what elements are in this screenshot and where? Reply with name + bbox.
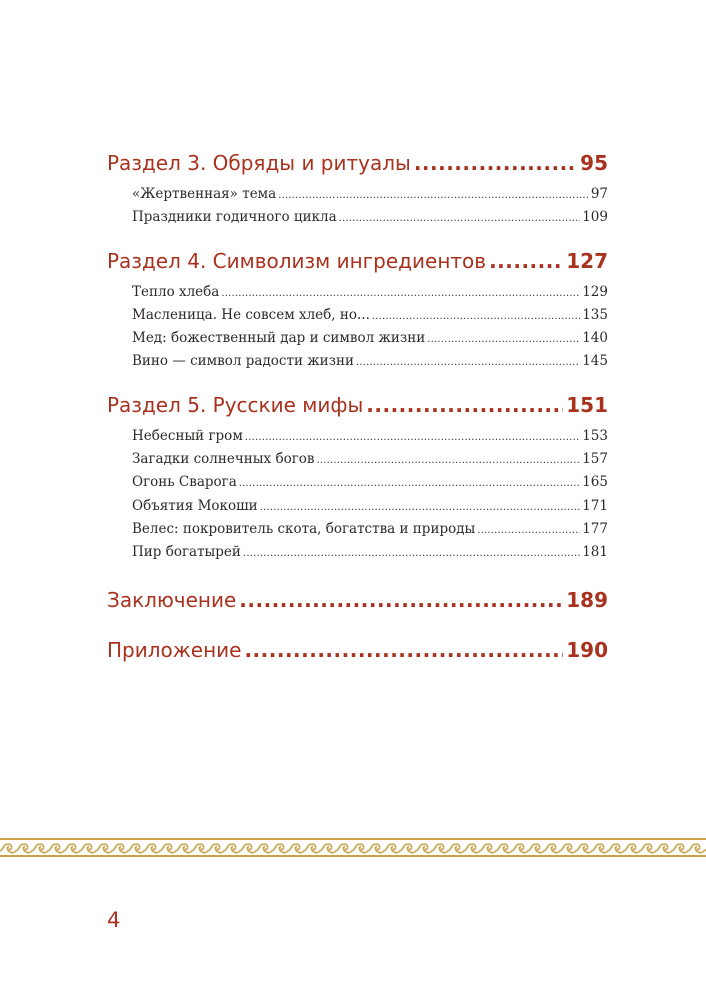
toc-section-page: 127 bbox=[566, 248, 608, 273]
toc-item-title: «Жертвенная» тема bbox=[132, 186, 277, 202]
toc-appendix[interactable] bbox=[107, 635, 608, 665]
dot-leader bbox=[339, 207, 581, 230]
toc-item[interactable] bbox=[132, 425, 608, 448]
toc-item-page: 109 bbox=[582, 209, 608, 226]
toc-item[interactable] bbox=[132, 206, 608, 229]
toc-item-page: 97 bbox=[590, 186, 608, 202]
dot-leader bbox=[221, 282, 580, 305]
toc-item-title: Праздники годичного цикла bbox=[132, 209, 337, 226]
toc-section-title: Раздел 3. Обряды и ритуалы bbox=[107, 151, 411, 175]
dot-leader bbox=[356, 351, 580, 374]
toc-section-5[interactable] bbox=[107, 390, 608, 420]
toc-item-title: Вино — символ радости жизни bbox=[132, 353, 355, 370]
dot-leader bbox=[260, 496, 581, 519]
toc-item-title: Масленица. Не совсем хлеб, но... bbox=[132, 306, 370, 323]
toc-item-title: Небесный гром bbox=[132, 427, 243, 444]
toc-item-page: 153 bbox=[582, 427, 608, 444]
toc-item[interactable] bbox=[132, 518, 608, 541]
dot-leader bbox=[372, 305, 580, 328]
dot-leader bbox=[243, 542, 580, 565]
dot-leader bbox=[489, 246, 563, 276]
toc-item[interactable] bbox=[132, 304, 608, 327]
toc-conclusion[interactable] bbox=[107, 585, 608, 615]
toc-item-title: Тепло хлеба bbox=[132, 283, 220, 300]
toc-item-title: Загадки солнечных богов bbox=[132, 451, 315, 468]
toc-item-page: 140 bbox=[582, 330, 608, 347]
toc-section-title: Приложение bbox=[107, 637, 242, 662]
toc-item-page: 145 bbox=[582, 353, 608, 370]
toc-item[interactable] bbox=[132, 183, 608, 206]
toc-section-page: 190 bbox=[566, 637, 608, 662]
dot-leader bbox=[244, 635, 563, 665]
toc-item-title: Пир богатырей bbox=[132, 544, 241, 561]
toc-section-page: 151 bbox=[566, 392, 608, 417]
toc-item-title: Объятия Мокоши bbox=[132, 497, 258, 514]
toc-item[interactable] bbox=[132, 471, 608, 494]
dot-leader bbox=[239, 472, 580, 495]
table-of-contents bbox=[107, 148, 608, 665]
toc-item-page: 129 bbox=[582, 283, 608, 300]
toc-item-page: 135 bbox=[582, 306, 608, 323]
toc-section-page: 95 bbox=[580, 151, 608, 175]
toc-item[interactable] bbox=[132, 541, 608, 564]
toc-item-page: 165 bbox=[582, 474, 608, 491]
dot-leader bbox=[427, 328, 580, 351]
toc-item[interactable] bbox=[132, 350, 608, 373]
toc-section-4[interactable] bbox=[107, 246, 608, 276]
toc-item-title: Огонь Сварога bbox=[132, 474, 237, 491]
toc-section-title: Заключение bbox=[107, 587, 237, 612]
toc-item-page: 171 bbox=[582, 497, 608, 514]
dot-leader bbox=[245, 426, 580, 449]
dot-leader bbox=[239, 585, 563, 615]
page-number: 4 bbox=[107, 908, 121, 932]
dot-leader bbox=[317, 449, 581, 472]
dot-leader bbox=[414, 148, 577, 178]
dot-leader bbox=[477, 519, 580, 542]
toc-item[interactable] bbox=[132, 495, 608, 518]
toc-item-title: Мед: божественный дар и символ жизни bbox=[132, 330, 426, 347]
toc-section-title: Раздел 5. Русские мифы bbox=[107, 392, 364, 417]
toc-item-page: 157 bbox=[582, 451, 608, 468]
toc-item[interactable] bbox=[132, 327, 608, 350]
toc-item-page: 177 bbox=[582, 520, 608, 537]
toc-section-title: Раздел 4. Символизм ингредиентов bbox=[107, 248, 487, 273]
toc-item[interactable] bbox=[132, 448, 608, 471]
toc-item[interactable] bbox=[132, 281, 608, 304]
meander-wave-border-icon bbox=[0, 836, 706, 860]
toc-item-page: 181 bbox=[582, 544, 608, 561]
toc-item-title: Велес: покровитель скота, богатства и природы bbox=[132, 520, 476, 537]
toc-section-3[interactable] bbox=[107, 148, 608, 178]
toc-section-page: 189 bbox=[566, 587, 608, 612]
dot-leader bbox=[278, 184, 589, 207]
dot-leader bbox=[366, 390, 563, 420]
